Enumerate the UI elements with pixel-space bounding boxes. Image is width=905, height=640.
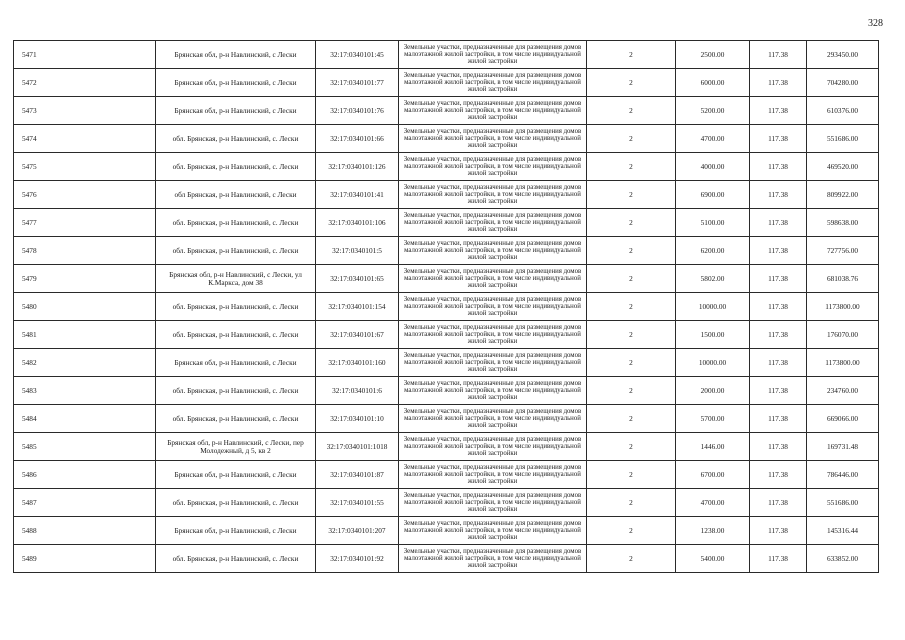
cadastral-value-cell: 669066.00 (807, 405, 879, 433)
land-use-purpose-cell: Земельные участки, предназначенные для размещения домов малоэтажной жилой застройки, в том числе индивидуальной жилой застройки (399, 489, 587, 517)
cadastral-value-table (13, 40, 879, 573)
row-number-cell: 5484 (14, 405, 156, 433)
land-use-purpose-cell: Земельные участки, предназначенные для размещения домов малоэтажной жилой застройки, в том числе индивидуальной жилой застройки (399, 517, 587, 545)
land-use-purpose-cell: Земельные участки, предназначенные для размещения домов малоэтажной жилой застройки, в том числе индивидуальной жилой застройки (399, 349, 587, 377)
address-cell: обл. Брянская, р-н Навлинский, с. Лески (156, 293, 316, 321)
area-cell: 2000.00 (676, 377, 750, 405)
specific-value-cell: 117.38 (750, 181, 807, 209)
area-cell: 5700.00 (676, 405, 750, 433)
table-row (14, 517, 879, 545)
specific-value-cell: 117.38 (750, 433, 807, 461)
address-cell: обл. Брянская, р-н Навлинский, с. Лески (156, 377, 316, 405)
area-cell: 1238.00 (676, 517, 750, 545)
table-row (14, 41, 879, 69)
cadastral-value-cell: 1173800.00 (807, 349, 879, 377)
area-cell: 6900.00 (676, 181, 750, 209)
cadastral-number-cell: 32:17:0340101:6 (316, 377, 399, 405)
land-use-purpose-cell: Земельные участки, предназначенные для размещения домов малоэтажной жилой застройки, в том числе индивидуальной жилой застройки (399, 125, 587, 153)
cadastral-value-cell: 293450.00 (807, 41, 879, 69)
cadastral-value-cell: 809922.00 (807, 181, 879, 209)
land-use-purpose-cell: Земельные участки, предназначенные для размещения домов малоэтажной жилой застройки, в том числе индивидуальной жилой застройки (399, 69, 587, 97)
use-group-cell: 2 (587, 237, 676, 265)
row-number-cell: 5480 (14, 293, 156, 321)
specific-value-cell: 117.38 (750, 517, 807, 545)
row-number-cell: 5473 (14, 97, 156, 125)
use-group-cell: 2 (587, 125, 676, 153)
land-use-purpose-cell: Земельные участки, предназначенные для размещения домов малоэтажной жилой застройки, в том числе индивидуальной жилой застройки (399, 433, 587, 461)
address-cell: обл. Брянская, р-н Навлинский, с. Лески (156, 125, 316, 153)
land-use-purpose-cell: Земельные участки, предназначенные для размещения домов малоэтажной жилой застройки, в том числе индивидуальной жилой застройки (399, 237, 587, 265)
address-cell: Брянская обл, р-н Навлинский, с Лески (156, 349, 316, 377)
table-body (14, 41, 879, 573)
cadastral-value-cell: 681038.76 (807, 265, 879, 293)
cadastral-number-cell: 32:17:0340101:87 (316, 461, 399, 489)
land-use-purpose-cell: Земельные участки, предназначенные для размещения домов малоэтажной жилой застройки, в том числе индивидуальной жилой застройки (399, 293, 587, 321)
land-use-purpose-cell: Земельные участки, предназначенные для размещения домов малоэтажной жилой застройки, в том числе индивидуальной жилой застройки (399, 321, 587, 349)
row-number-cell: 5476 (14, 181, 156, 209)
table-row (14, 405, 879, 433)
specific-value-cell: 117.38 (750, 69, 807, 97)
row-number-cell: 5471 (14, 41, 156, 69)
use-group-cell: 2 (587, 265, 676, 293)
table-row (14, 377, 879, 405)
specific-value-cell: 117.38 (750, 265, 807, 293)
address-cell: Брянская обл, р-н Навлинский, с Лески (156, 41, 316, 69)
address-cell: Брянская обл, р-н Навлинский, с Лески, пер Молодежный, д 5, кв 2 (156, 433, 316, 461)
area-cell: 6200.00 (676, 237, 750, 265)
address-cell: обл. Брянская, р-н Навлинский, с. Лески (156, 489, 316, 517)
row-number-cell: 5487 (14, 489, 156, 517)
area-cell: 4700.00 (676, 125, 750, 153)
use-group-cell: 2 (587, 489, 676, 517)
land-use-purpose-cell: Земельные участки, предназначенные для размещения домов малоэтажной жилой застройки, в том числе индивидуальной жилой застройки (399, 153, 587, 181)
row-number-cell: 5482 (14, 349, 156, 377)
address-cell: обл Брянская, р-н Навлинский, с Лески (156, 181, 316, 209)
cadastral-value-cell: 145316.44 (807, 517, 879, 545)
cadastral-number-cell: 32:17:0340101:66 (316, 125, 399, 153)
area-cell: 5400.00 (676, 545, 750, 573)
cadastral-value-cell: 176070.00 (807, 321, 879, 349)
table-row (14, 489, 879, 517)
cadastral-value-cell: 169731.48 (807, 433, 879, 461)
cadastral-number-cell: 32:17:0340101:45 (316, 41, 399, 69)
specific-value-cell: 117.38 (750, 405, 807, 433)
address-cell: Брянская обл, р-н Навлинский, с Лески (156, 461, 316, 489)
area-cell: 5100.00 (676, 209, 750, 237)
table-row (14, 69, 879, 97)
cadastral-number-cell: 32:17:0340101:41 (316, 181, 399, 209)
address-cell: обл. Брянская, р-н Навлинский, с. Лески (156, 153, 316, 181)
table-row (14, 545, 879, 573)
table-row (14, 321, 879, 349)
row-number-cell: 5472 (14, 69, 156, 97)
row-number-cell: 5486 (14, 461, 156, 489)
land-use-purpose-cell: Земельные участки, предназначенные для размещения домов малоэтажной жилой застройки, в том числе индивидуальной жилой застройки (399, 41, 587, 69)
cadastral-number-cell: 32:17:0340101:160 (316, 349, 399, 377)
table-row (14, 237, 879, 265)
row-number-cell: 5485 (14, 433, 156, 461)
address-cell: обл. Брянская, р-н Навлинский, с. Лески (156, 321, 316, 349)
specific-value-cell: 117.38 (750, 237, 807, 265)
table-row (14, 153, 879, 181)
use-group-cell: 2 (587, 153, 676, 181)
area-cell: 1446.00 (676, 433, 750, 461)
area-cell: 10000.00 (676, 349, 750, 377)
cadastral-value-cell: 727756.00 (807, 237, 879, 265)
use-group-cell: 2 (587, 517, 676, 545)
cadastral-value-cell: 633852.00 (807, 545, 879, 573)
use-group-cell: 2 (587, 349, 676, 377)
table-row (14, 461, 879, 489)
cadastral-number-cell: 32:17:0340101:77 (316, 69, 399, 97)
cadastral-value-cell: 610376.00 (807, 97, 879, 125)
table-row (14, 125, 879, 153)
specific-value-cell: 117.38 (750, 125, 807, 153)
row-number-cell: 5488 (14, 517, 156, 545)
area-cell: 5802.00 (676, 265, 750, 293)
row-number-cell: 5475 (14, 153, 156, 181)
specific-value-cell: 117.38 (750, 377, 807, 405)
land-use-purpose-cell: Земельные участки, предназначенные для размещения домов малоэтажной жилой застройки, в том числе индивидуальной жилой застройки (399, 181, 587, 209)
cadastral-number-cell: 32:17:0340101:10 (316, 405, 399, 433)
use-group-cell: 2 (587, 321, 676, 349)
use-group-cell: 2 (587, 545, 676, 573)
cadastral-number-cell: 32:17:0340101:76 (316, 97, 399, 125)
row-number-cell: 5479 (14, 265, 156, 293)
address-cell: обл. Брянская, р-н Навлинский, с. Лески (156, 209, 316, 237)
cadastral-number-cell: 32:17:0340101:67 (316, 321, 399, 349)
address-cell: Брянская обл, р-н Навлинский, с Лески (156, 69, 316, 97)
address-cell: Брянская обл, р-н Навлинский, с Лески (156, 97, 316, 125)
use-group-cell: 2 (587, 97, 676, 125)
address-cell: обл. Брянская, р-н Навлинский, с. Лески (156, 237, 316, 265)
cadastral-value-cell: 234760.00 (807, 377, 879, 405)
page-number: 328 (868, 18, 883, 29)
land-use-purpose-cell: Земельные участки, предназначенные для размещения домов малоэтажной жилой застройки, в том числе индивидуальной жилой застройки (399, 405, 587, 433)
area-cell: 6000.00 (676, 69, 750, 97)
use-group-cell: 2 (587, 293, 676, 321)
specific-value-cell: 117.38 (750, 321, 807, 349)
use-group-cell: 2 (587, 181, 676, 209)
address-cell: Брянская обл, р-н Навлинский, с Лески (156, 517, 316, 545)
use-group-cell: 2 (587, 461, 676, 489)
specific-value-cell: 117.38 (750, 461, 807, 489)
area-cell: 4000.00 (676, 153, 750, 181)
area-cell: 2500.00 (676, 41, 750, 69)
table-row (14, 97, 879, 125)
address-cell: обл. Брянская, р-н Навлинский, с. Лески (156, 405, 316, 433)
cadastral-number-cell: 32:17:0340101:92 (316, 545, 399, 573)
cadastral-number-cell: 32:17:0340101:55 (316, 489, 399, 517)
land-use-purpose-cell: Земельные участки, предназначенные для размещения домов малоэтажной жилой застройки, в том числе индивидуальной жилой застройки (399, 97, 587, 125)
area-cell: 4700.00 (676, 489, 750, 517)
use-group-cell: 2 (587, 433, 676, 461)
address-cell: обл. Брянская, р-н Навлинский, с. Лески (156, 545, 316, 573)
address-cell: Брянская обл, р-н Навлинский, с Лески, ул К.Маркса, дом 38 (156, 265, 316, 293)
cadastral-value-cell: 1173800.00 (807, 293, 879, 321)
specific-value-cell: 117.38 (750, 41, 807, 69)
cadastral-number-cell: 32:17:0340101:65 (316, 265, 399, 293)
row-number-cell: 5483 (14, 377, 156, 405)
row-number-cell: 5481 (14, 321, 156, 349)
table-row (14, 209, 879, 237)
area-cell: 6700.00 (676, 461, 750, 489)
row-number-cell: 5478 (14, 237, 156, 265)
use-group-cell: 2 (587, 209, 676, 237)
cadastral-value-cell: 551686.00 (807, 489, 879, 517)
area-cell: 10000.00 (676, 293, 750, 321)
specific-value-cell: 117.38 (750, 489, 807, 517)
land-use-purpose-cell: Земельные участки, предназначенные для размещения домов малоэтажной жилой застройки, в том числе индивидуальной жилой застройки (399, 545, 587, 573)
row-number-cell: 5474 (14, 125, 156, 153)
land-use-purpose-cell: Земельные участки, предназначенные для размещения домов малоэтажной жилой застройки, в том числе индивидуальной жилой застройки (399, 265, 587, 293)
cadastral-number-cell: 32:17:0340101:154 (316, 293, 399, 321)
specific-value-cell: 117.38 (750, 545, 807, 573)
table-row (14, 349, 879, 377)
use-group-cell: 2 (587, 69, 676, 97)
table-row (14, 265, 879, 293)
row-number-cell: 5489 (14, 545, 156, 573)
cadastral-number-cell: 32:17:0340101:1018 (316, 433, 399, 461)
land-use-purpose-cell: Земельные участки, предназначенные для размещения домов малоэтажной жилой застройки, в том числе индивидуальной жилой застройки (399, 377, 587, 405)
cadastral-number-cell: 32:17:0340101:207 (316, 517, 399, 545)
specific-value-cell: 117.38 (750, 153, 807, 181)
table-row (14, 433, 879, 461)
cadastral-value-cell: 704280.00 (807, 69, 879, 97)
specific-value-cell: 117.38 (750, 349, 807, 377)
use-group-cell: 2 (587, 41, 676, 69)
area-cell: 5200.00 (676, 97, 750, 125)
specific-value-cell: 117.38 (750, 293, 807, 321)
land-use-purpose-cell: Земельные участки, предназначенные для размещения домов малоэтажной жилой застройки, в том числе индивидуальной жилой застройки (399, 461, 587, 489)
use-group-cell: 2 (587, 377, 676, 405)
cadastral-value-cell: 551686.00 (807, 125, 879, 153)
use-group-cell: 2 (587, 405, 676, 433)
cadastral-value-cell: 469520.00 (807, 153, 879, 181)
table-row (14, 293, 879, 321)
table-row (14, 181, 879, 209)
cadastral-value-cell: 598638.00 (807, 209, 879, 237)
cadastral-number-cell: 32:17:0340101:106 (316, 209, 399, 237)
land-use-purpose-cell: Земельные участки, предназначенные для размещения домов малоэтажной жилой застройки, в том числе индивидуальной жилой застройки (399, 209, 587, 237)
area-cell: 1500.00 (676, 321, 750, 349)
row-number-cell: 5477 (14, 209, 156, 237)
cadastral-value-cell: 786446.00 (807, 461, 879, 489)
cadastral-number-cell: 32:17:0340101:126 (316, 153, 399, 181)
cadastral-number-cell: 32:17:0340101:5 (316, 237, 399, 265)
specific-value-cell: 117.38 (750, 209, 807, 237)
specific-value-cell: 117.38 (750, 97, 807, 125)
